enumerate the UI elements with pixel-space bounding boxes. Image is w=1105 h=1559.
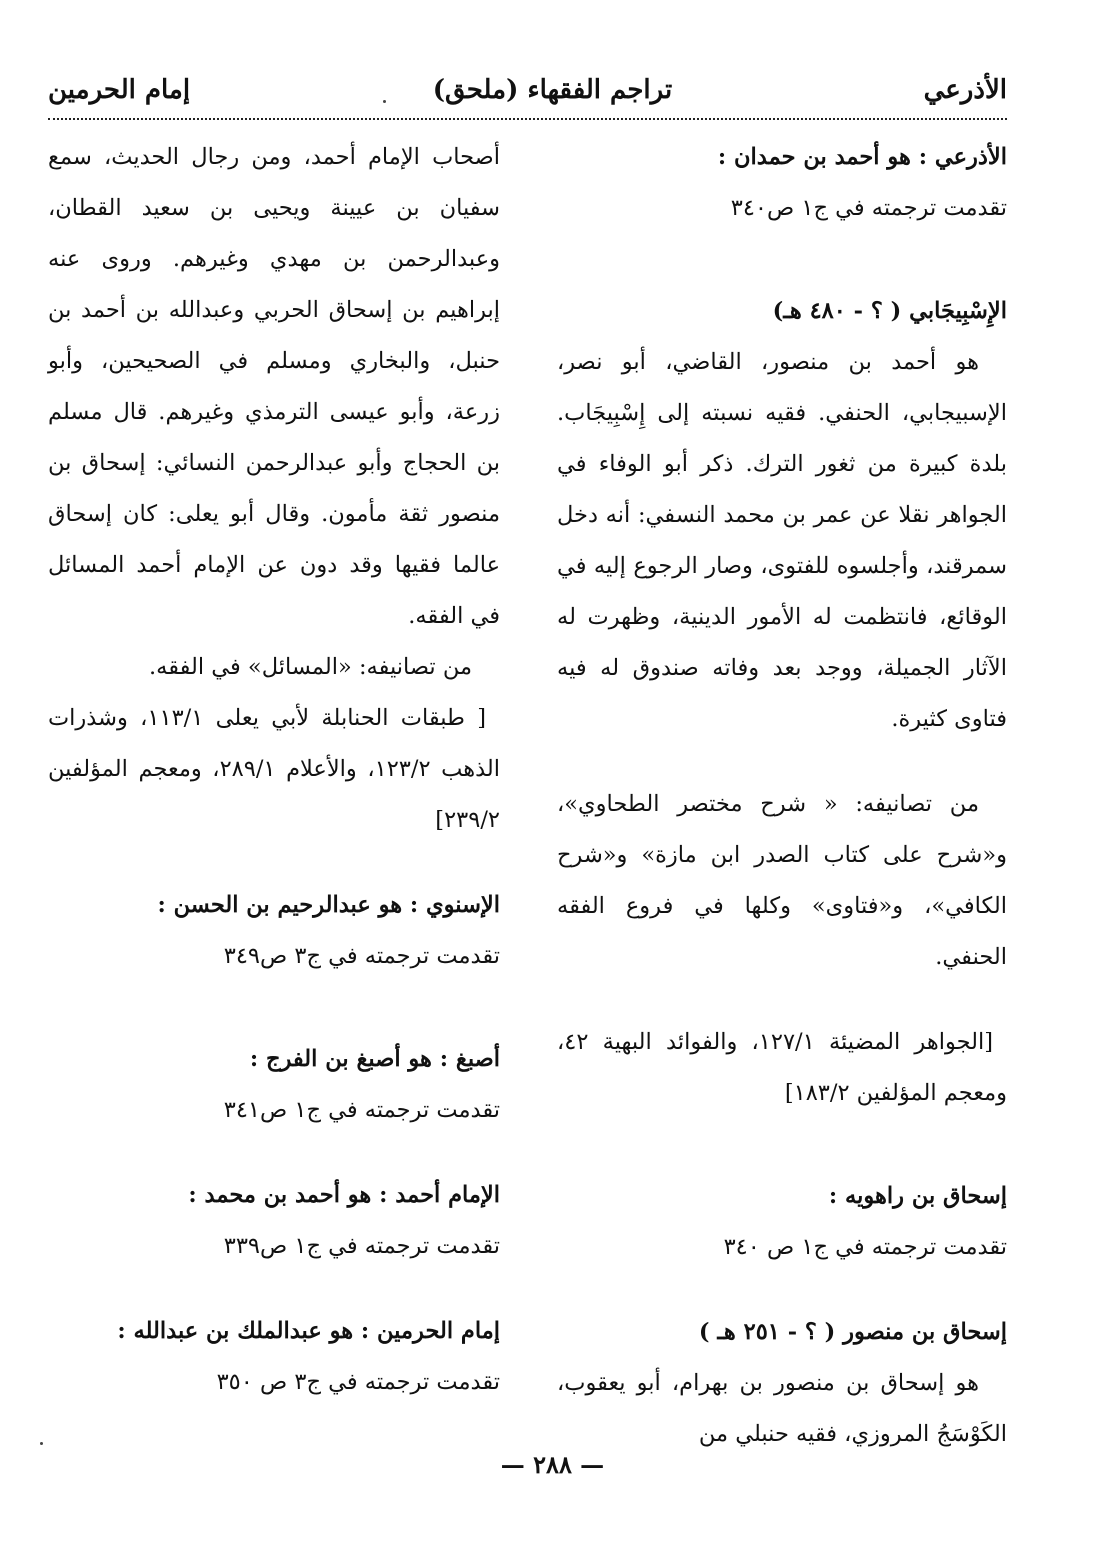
entry-cross-reference: تقدمت ترجمته في ج١ ص٣٤٠ <box>730 195 1007 221</box>
entry-adhraai <box>557 132 1007 234</box>
entry-cross-reference: تقدمت ترجمته في ج١ ص٣٤١ <box>223 1097 500 1123</box>
left-column <box>48 132 500 1442</box>
entry-heading: الأذرعي : هو أحمد بن حمدان : <box>717 144 1007 170</box>
entry-isbijabi <box>557 286 1007 745</box>
entry-cross-reference: تقدمت ترجمته في ج٣ ص ٣٥٠ <box>216 1369 500 1395</box>
entry-ishaq-mansur <box>557 1307 1007 1460</box>
entry-isbijabi-works <box>557 779 1007 983</box>
entry-works: من تصانيفه: « شرح مختصر الطحاوي»، و«شرح على كتاب الصدر ابن مازة» و«شرح الكافي»، و«فتاوى» وكلها في فروع الفقه الحنفي. <box>557 791 1007 970</box>
entry-isnawi <box>48 880 500 982</box>
entry-heading: الإسنوي : هو عبدالرحيم بن الحسن : <box>157 892 500 918</box>
entry-heading: إسحاق بن منصور ( ؟ - ٢٥١ هـ ) <box>698 1319 1007 1345</box>
scan-speck <box>40 1442 43 1445</box>
entry-heading: إمام الحرمين : هو عبدالملك بن عبدالله : <box>117 1318 500 1344</box>
page-number: — ٢٨٨ — <box>500 1450 605 1479</box>
scan-speck <box>383 100 386 103</box>
entry-works: من تصانيفه: «المسائل» في الفقه. <box>149 654 472 680</box>
entry-heading: الإمام أحمد : هو أحمد بن محمد : <box>188 1182 500 1208</box>
running-header-title: (ملحق) تراجم الفقهاء <box>432 75 673 105</box>
entry-biography: هو أحمد بن منصور، القاضي، أبو نصر، الإسبيجابي، الحنفي. فقيه نسبته إلى إِسْبِيجَاب. بلدة كبيرة من ثغور الترك. ذكر أبو الوفاء في الجواهر نقلا عن عمر بن محمد النسفي: أنه دخل سمرقند، وأجلسوه للفتوى، وصار الرجوع إليه في الوقائع، فانتظمت له الأمور الدينية، وظهرت له الآثار الجميلة، ووجد بعد وفاته صندوق له فيه فتاوى كثيرة. <box>557 349 1007 732</box>
entry-cross-reference: تقدمت ترجمته في ج٣ ص٣٤٩ <box>223 943 500 969</box>
entry-isbijabi-references <box>557 1017 1007 1119</box>
entry-asbagh <box>48 1034 500 1136</box>
entry-heading: أصبغ : هو أصبغ بن الفرج : <box>249 1046 500 1072</box>
entry-references: [ طبقات الحنابلة لأبي يعلى ١١٣/١، وشذرات الذهب ١٢٣/٢، والأعلام ٢٨٩/١، ومعجم المؤلفين ٢٣٩/٢] <box>48 705 501 833</box>
entry-biography-continued: أصحاب الإمام أحمد، ومن رجال الحديث، سمع سفيان بن عيينة ويحيى بن سعيد القطان، وعبدالرحمن بن مهدي وغيرهم. وروى عنه إبراهيم بن إسحاق الحربي وعبدالله بن أحمد بن حنبل، والبخاري ومسلم في الصحيحين، وأبو زرعة، وأبو عيسى الترمذي وغيرهم. قال مسلم بن الحجاج وأبو عبدالرحمن النسائي: إسحاق بن منصور ثقة مأمون. وقال أبو يعلى: كان إسحاق عالما فقيها وقد دون عن الإمام أحمد المسائل في الفقه. <box>48 144 501 629</box>
entry-ishaq-mansur-references <box>48 693 500 846</box>
entry-ishaq-mansur-continued <box>48 132 500 693</box>
entry-imam-haramayn <box>48 1306 500 1408</box>
entry-biography: هو إسحاق بن منصور بن بهرام، أبو يعقوب، الكَوْسَجُ المروزي، فقيه حنبلي من <box>557 1370 1007 1447</box>
right-column <box>557 132 1007 1494</box>
entry-cross-reference: تقدمت ترجمته في ج١ ص ٣٤٠ <box>723 1234 1007 1260</box>
entry-imam-ahmad <box>48 1170 500 1272</box>
running-header-right: الأذرعي <box>923 75 1007 105</box>
entry-ishaq-rahawayh <box>557 1171 1007 1273</box>
entry-heading: الإِسْبِيجَابي ( ؟ - ٤٨٠ هـ) <box>772 298 1007 324</box>
entry-heading: إسحاق بن راهويه : <box>828 1183 1007 1209</box>
running-header-left: إمام الحرمين <box>48 75 191 105</box>
entry-references: [الجواهر المضيئة ١٢٧/١، والفوائد البهية ٤٢، ومعجم المؤلفين ١٨٣/٢] <box>557 1029 1007 1106</box>
header-divider <box>48 118 1007 120</box>
entry-cross-reference: تقدمت ترجمته في ج١ ص٣٣٩ <box>223 1233 500 1259</box>
